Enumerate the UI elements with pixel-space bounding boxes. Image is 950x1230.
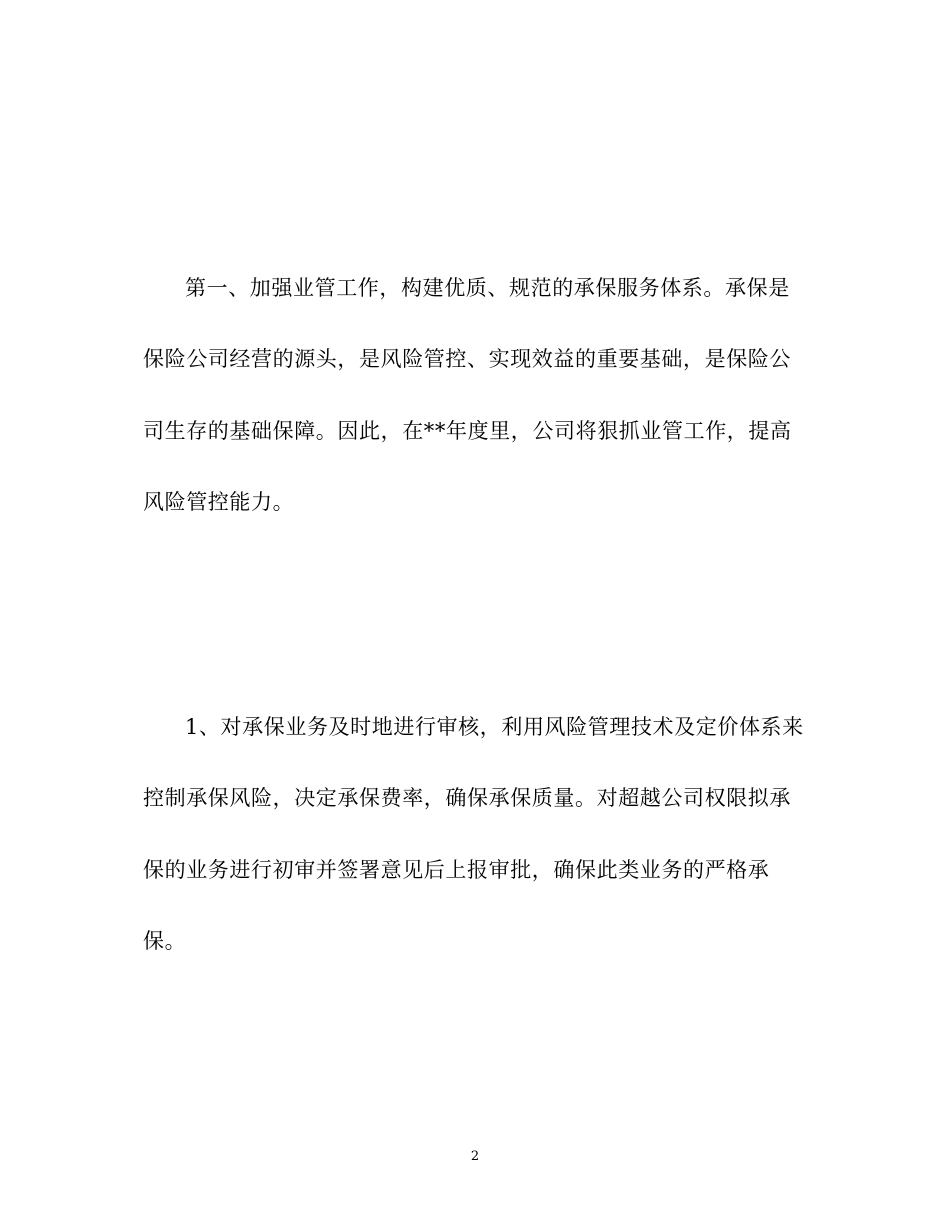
- paragraph-1-line-1: 第一、加强业管工作，构建优质、规范的承保服务体系。承保是: [185, 276, 790, 300]
- page-number: 2: [470, 1149, 480, 1164]
- paragraph-2-line-1: 1、对承保业务及时地进行审核，利用风险管理技术及定价体系来: [185, 715, 804, 739]
- paragraph-1-line-3: 司生存的基础保障。因此，在**年度里，公司将狠抓业管工作，提高: [143, 419, 792, 443]
- paragraph-2-line-3: 保的业务进行初审并签署意见后上报审批，确保此类业务的严格承: [143, 858, 770, 882]
- paragraph-2-line-2: 控制承保风险，决定承保费率，确保承保质量。对超越公司权限拟承: [143, 786, 791, 810]
- paragraph-1-line-4: 风险管控能力。: [143, 490, 295, 514]
- paragraph-2-line-4: 保。: [143, 929, 187, 953]
- paragraph-1-line-2: 保险公司经营的源头，是风险管控、实现效益的重要基础，是保险公: [143, 347, 791, 371]
